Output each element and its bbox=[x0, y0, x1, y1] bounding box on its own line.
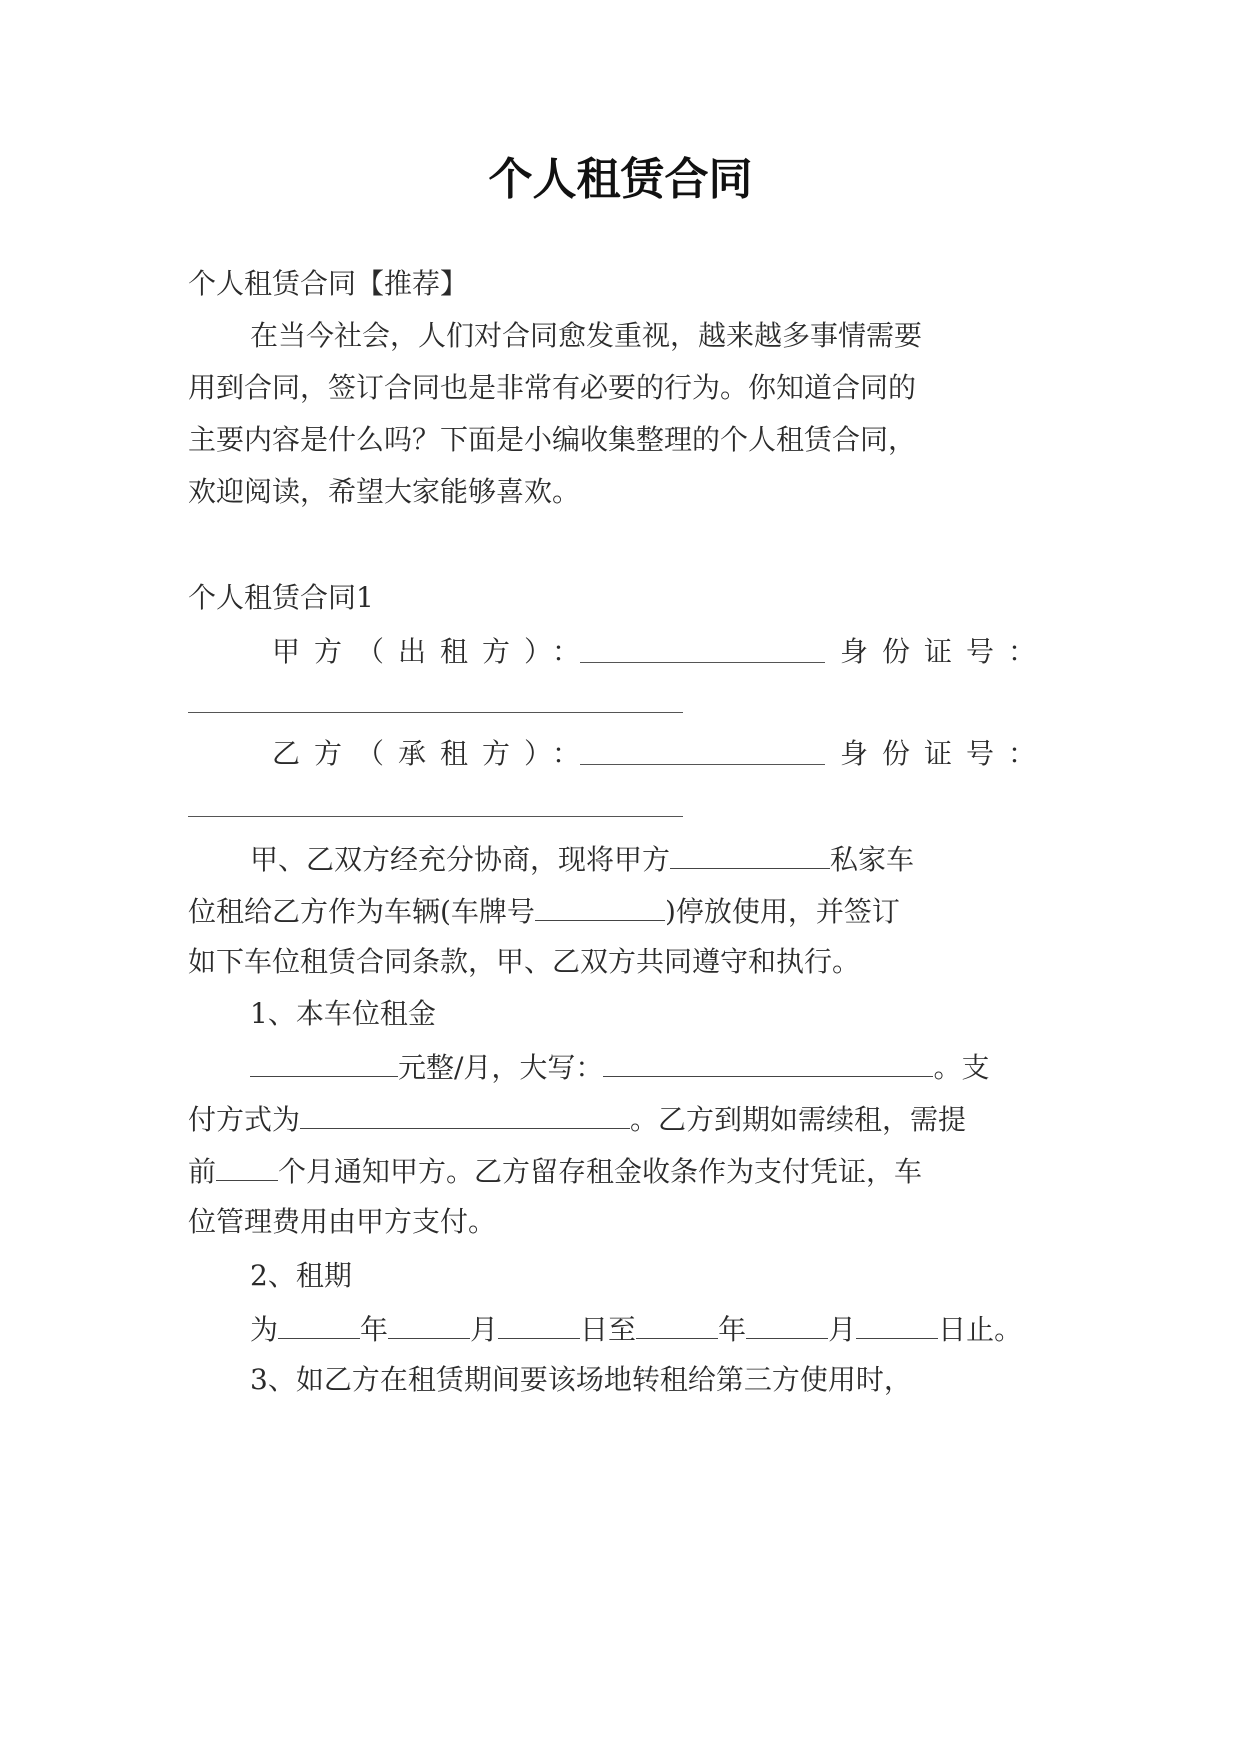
rent-uppercase-blank bbox=[603, 1046, 933, 1077]
party-a-label: 甲方（出租方）： bbox=[272, 635, 595, 668]
agreement-text: )停放使用，并签订 bbox=[664, 895, 900, 928]
item-2-text: 年 bbox=[718, 1313, 747, 1346]
agreement-line-3: 如下车位租赁合同条款，甲、乙双方共同遵守和执行。 bbox=[188, 945, 861, 978]
agreement-line-1 bbox=[250, 838, 914, 880]
end-year-blank bbox=[636, 1308, 718, 1339]
intro-line-1: 在当今社会，人们对合同愈发重视，越来越多事情需要 bbox=[250, 319, 923, 352]
party-a-id-label: 身份证号： bbox=[840, 635, 1051, 668]
item-1-text: 付方式为 bbox=[188, 1103, 301, 1136]
party-b-id-label: 身份证号： bbox=[840, 737, 1051, 770]
agreement-text: 位租给乙方作为车辆(车牌号 bbox=[188, 895, 535, 928]
party-b-id-blank bbox=[188, 816, 683, 817]
item-1-line-2 bbox=[188, 1098, 966, 1140]
document-subtitle: 个人租赁合同【推荐】 bbox=[188, 267, 469, 300]
item-2-text: 月 bbox=[470, 1313, 499, 1346]
agreement-text: 私家车 bbox=[830, 843, 915, 876]
start-day-blank bbox=[498, 1308, 580, 1339]
start-month-blank bbox=[388, 1308, 470, 1339]
item-1-heading: 1、本车位租金 bbox=[250, 997, 436, 1030]
rent-amount-blank bbox=[250, 1046, 398, 1077]
end-month-blank bbox=[746, 1308, 828, 1339]
section-heading: 个人租赁合同1 bbox=[188, 581, 374, 614]
item-1-text: 。支 bbox=[933, 1051, 990, 1084]
item-1-text: 。乙方到期如需续租，需提 bbox=[630, 1103, 967, 1136]
document-title: 个人租赁合同 bbox=[488, 154, 753, 205]
item-1-text: 个月通知甲方。乙方留存租金收条作为支付凭证，车 bbox=[278, 1155, 923, 1188]
item-2-text: 月 bbox=[828, 1313, 857, 1346]
item-1-line-3 bbox=[188, 1150, 922, 1192]
party-a-name-blank bbox=[580, 662, 825, 663]
intro-line-4: 欢迎阅读，希望大家能够喜欢。 bbox=[188, 475, 581, 508]
item-2-text: 为 bbox=[250, 1313, 279, 1346]
item-2-text: 年 bbox=[360, 1313, 389, 1346]
item-2-text: 日止。 bbox=[938, 1313, 1023, 1346]
payment-method-blank bbox=[300, 1098, 630, 1129]
space-blank bbox=[670, 838, 830, 869]
item-2-line-1 bbox=[250, 1308, 1022, 1350]
notice-months-blank bbox=[216, 1150, 278, 1181]
party-b-name-blank bbox=[580, 764, 825, 765]
item-2-text: 日至 bbox=[580, 1313, 637, 1346]
item-1-line-1 bbox=[250, 1046, 989, 1088]
agreement-text: 甲、乙双方经充分协商，现将甲方 bbox=[250, 843, 671, 876]
intro-line-3: 主要内容是什么吗？下面是小编收集整理的个人租赁合同， bbox=[188, 423, 917, 456]
start-year-blank bbox=[278, 1308, 360, 1339]
item-2-heading: 2、租期 bbox=[250, 1259, 352, 1292]
item-1-text: 前 bbox=[188, 1155, 217, 1188]
agreement-line-2 bbox=[188, 890, 900, 932]
end-day-blank bbox=[856, 1308, 938, 1339]
party-b-label: 乙方（承租方）： bbox=[272, 737, 595, 770]
plate-number-blank bbox=[535, 890, 665, 921]
item-1-text: 元整/月，大写： bbox=[398, 1051, 604, 1084]
intro-line-2: 用到合同，签订合同也是非常有必要的行为。你知道合同的 bbox=[188, 371, 917, 404]
party-a-id-blank bbox=[188, 712, 683, 713]
item-3-line-1: 3、如乙方在租赁期间要该场地转租给第三方使用时， bbox=[250, 1363, 912, 1396]
item-1-line-4: 位管理费用由甲方支付。 bbox=[188, 1205, 497, 1238]
